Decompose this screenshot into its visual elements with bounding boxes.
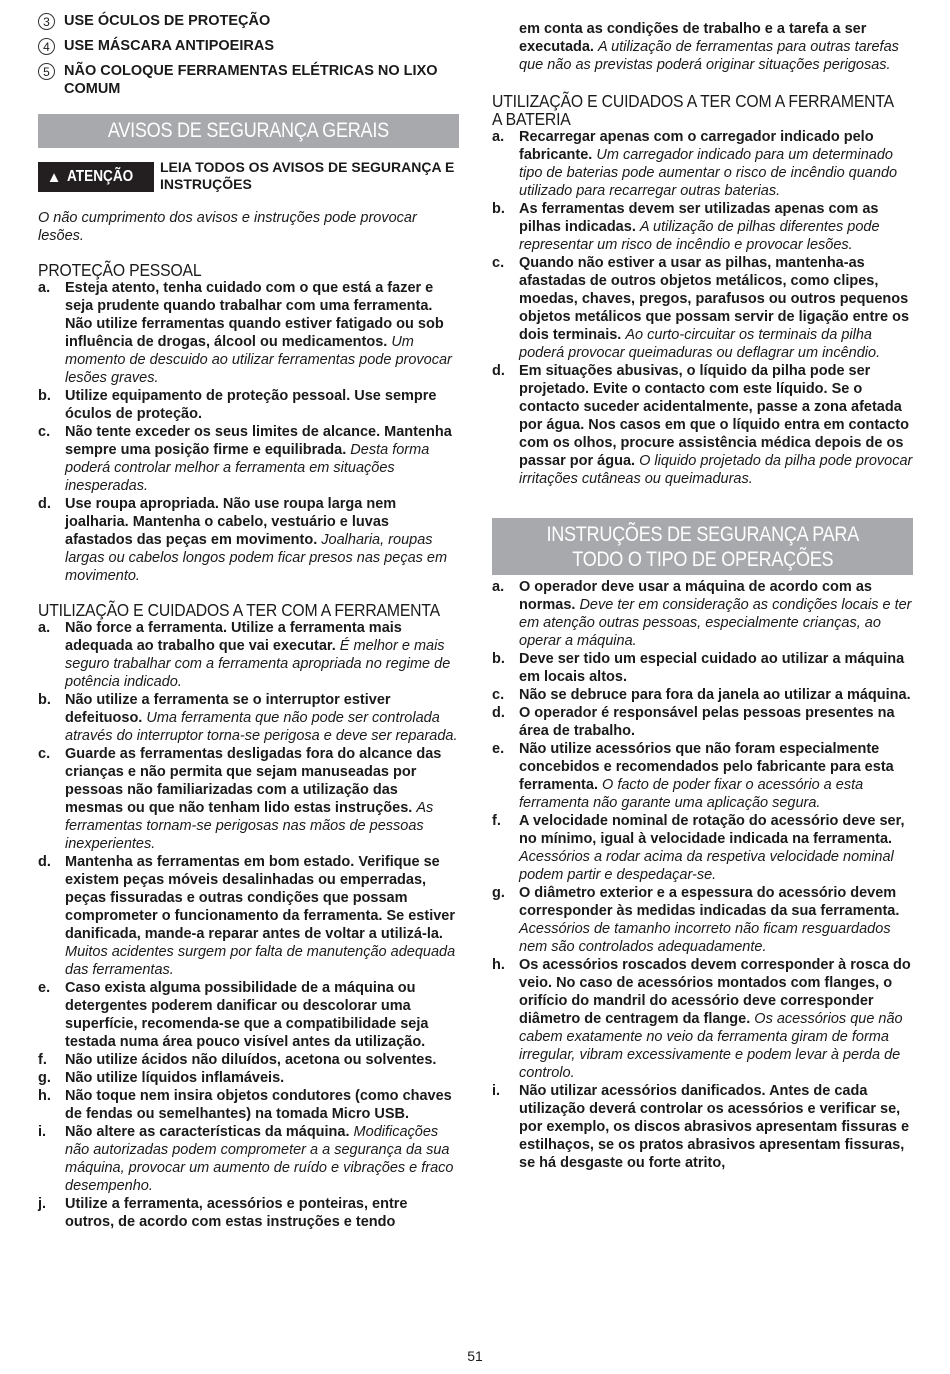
- list-item: [38, 619, 459, 691]
- item-bold-text: Esteja atento, tenha cuidado com o que está a fazer e seja prudente quando trabalhar com uma ferramenta. Não utilize ferramentas quando estiver fatigado ou sob influência de drogas, álcool ou medicamentos.: [65, 280, 444, 350]
- item-bold-text: Não altere as características da máquina.: [65, 1124, 350, 1140]
- list-item: [38, 1123, 459, 1195]
- item-bold-text: em conta as condições de trabalho e a tarefa a ser executada.: [519, 21, 867, 55]
- item-label: b.: [492, 651, 505, 667]
- intro-text: O não cumprimento dos avisos e instruções pode provocar lesões.: [38, 210, 417, 244]
- item-italic-text: Um carregador indicado para um determinado tipo de baterias pode aumentar o risco de incêndio quando utilizado para recarregar outras baterias.: [519, 147, 898, 199]
- list-item: [38, 1195, 459, 1231]
- item-italic-text: Os acessórios que não cabem exatamente no veio da ferramenta giram de forma irregular, vibram excessivamente e podem levar à perda de controlo.: [519, 1011, 903, 1081]
- item-italic-text: O liquido projetado da pilha pode provocar irritações cutâneas ou queimaduras.: [519, 453, 913, 487]
- item-italic-text: Joalharia, roupas largas ou cabelos longos podem ficar presos nas peças em movimento.: [65, 532, 448, 584]
- item-italic-text: Uma ferramenta que não pode ser controlada através do interruptor torna-se perigosa e deve ser reparada.: [65, 710, 458, 744]
- list-item-text: USE ÓCULOS DE PROTEÇÃO: [64, 13, 271, 29]
- section-title-personal: [38, 261, 459, 279]
- item-label: h.: [492, 957, 505, 973]
- item-bold-text: Não tente exceder os seus limites de alcance. Mantenha sempre uma posição firme e equilibrada.: [65, 424, 452, 458]
- item-label: g.: [492, 885, 505, 901]
- section-title-battery: [492, 92, 913, 128]
- item-italic-text: Ao curto-circuitar os terminais da pilha poderá provocar queimaduras ou deflagrar um incêndio.: [519, 327, 881, 361]
- item-bold-text: Não force a ferramenta. Utilize a ferramenta mais adequada ao trabalho que vai executar.: [65, 620, 402, 654]
- item-italic-text: Deve ter em consideração as condições locais e ter em atenção outras pessoas, especialmente crianças, ao operar a máquina.: [519, 597, 912, 649]
- item-bold-text: Não utilize líquidos inflamáveis.: [65, 1070, 285, 1086]
- item-bold-text: Não toque nem insira objetos condutores (como chaves de fendas ou semelhantes) na tomada Micro USB.: [65, 1088, 452, 1122]
- list-item: [38, 691, 459, 745]
- item-bold-text: Use roupa apropriada. Não use roupa larga nem joalharia. Mantenha o cabelo, vestuário e luvas afastados das peças em movimento.: [65, 496, 397, 548]
- item-bold-text: Não utilize acessórios que não foram especialmente concebidos e recomendados pelo fabricante para esta ferramenta.: [519, 741, 894, 793]
- list-item: [492, 362, 913, 488]
- warning-triangle-icon: ▲: [46, 168, 62, 186]
- item-italic-text: O facto de poder fixar o acessório a esta ferramenta não garante uma aplicação segura.: [519, 777, 864, 811]
- operations-list: [492, 578, 913, 1172]
- circled-number: 5: [38, 63, 55, 80]
- list-item-text: NÃO COLOQUE FERRAMENTAS ELÉTRICAS NO LIXO COMUM: [64, 63, 438, 97]
- item-bold-text: Recarregar apenas com o carregador indicado pelo fabricante.: [519, 129, 874, 163]
- section-title-text: PROTEÇÃO PESSOAL: [38, 260, 202, 280]
- banner-title: AVISOS DE SEGURANÇA GERAIS: [107, 119, 389, 142]
- list-item: [38, 37, 459, 55]
- item-bold-text: O operador é responsável pelas pessoas presentes na área de trabalho.: [519, 705, 895, 739]
- list-item: [492, 650, 913, 686]
- item-bold-text: Caso exista alguma possibilidade de a máquina ou detergentes poderem danificar ou descolorar uma superfície, recomenda-se que a compatibilidade seja testada numa área pouco visível antes da utilização.: [65, 980, 429, 1050]
- item-bold-text: As ferramentas devem ser utilizadas apenas com as pilhas indicadas.: [519, 201, 879, 235]
- list-item: [492, 812, 913, 884]
- item-italic-text: Modificações não autorizadas podem comprometer a a segurança da sua máquina, provocar um aumento de ruído e vibrações e fraco desempenho.: [65, 1124, 454, 1194]
- right-column: [492, 20, 913, 1172]
- item-italic-text: É melhor e mais seguro trabalhar com a ferramenta apropriada no regime de potência indicado.: [65, 638, 451, 690]
- page-number: 51: [467, 1348, 483, 1364]
- warning-text: LEIA TODOS OS AVISOS DE SEGURANÇA E INSTRUÇÕES: [160, 159, 455, 192]
- list-item: [492, 1082, 913, 1172]
- list-item-text: USE MÁSCARA ANTIPOEIRAS: [64, 38, 274, 54]
- item-italic-text: Muitos acidentes surgem por falta de manutenção adequada das ferramentas.: [65, 944, 456, 978]
- item-bold-text: Utilize a ferramenta, acessórios e ponteiras, entre outros, de acordo com estas instruções e tendo: [65, 1196, 408, 1230]
- item-italic-text: A utilização de pilhas diferentes pode representar um risco de incêndio e provocar lesões.: [519, 219, 880, 253]
- list-item: [492, 254, 913, 362]
- warning-badge-label: ATENÇÃO: [67, 168, 134, 185]
- list-item: [492, 740, 913, 812]
- list-item: [38, 62, 459, 98]
- left-column: [38, 12, 459, 1231]
- item-bold-text: Os acessórios roscados devem corresponder à rosca do veio. No caso de acessórios montados com flanges, o orifício do mandril do acessório deve corresponder diâmetro de centragem da flange.: [519, 957, 911, 1027]
- operations-safety-banner: [492, 518, 913, 575]
- list-item: [38, 1087, 459, 1123]
- item-label: j.: [38, 1196, 47, 1212]
- item-label: d.: [38, 496, 51, 512]
- item-label: b.: [492, 201, 505, 217]
- item-italic-text: Desta forma poderá controlar melhor a ferramenta em situações inesperadas.: [65, 442, 430, 494]
- list-item: [38, 745, 459, 853]
- item-label: e.: [38, 980, 51, 996]
- list-item: [492, 704, 913, 740]
- pictogram-list: [38, 12, 459, 98]
- section-title-text: UTILIZAÇÃO E CUIDADOS A TER COM A FERRAMENTA: [492, 91, 894, 111]
- section-title-text: UTILIZAÇÃO E CUIDADOS A TER COM A FERRAMENTA: [38, 600, 440, 620]
- item-label: g.: [38, 1070, 51, 1086]
- circled-number: 4: [38, 38, 55, 55]
- item-italic-text: Acessórios de tamanho incorreto não ficam resguardados nem são controlados adequadamente.: [519, 921, 891, 955]
- item-label: b.: [38, 388, 51, 404]
- banner-title-line1: INSTRUÇÕES DE SEGURANÇA PARA: [546, 523, 859, 546]
- item-italic-text: A utilização de ferramentas para outras tarefas que não as previstas poderá originar situações perigosas.: [519, 39, 899, 73]
- item-label: a.: [492, 129, 505, 145]
- personal-list: [38, 279, 459, 585]
- item-label: c.: [492, 255, 505, 271]
- continued-paragraph: [492, 20, 913, 74]
- item-italic-text: Um momento de descuido ao utilizar ferramentas pode provocar lesões graves.: [65, 334, 452, 386]
- item-label: i.: [492, 1083, 501, 1099]
- warning-badge: [38, 162, 154, 192]
- item-bold-text: Guarde as ferramentas desligadas fora do alcance das crianças e não permita que sejam manuseadas por pessoas não familiarizadas com a utilização das mesmas ou que não tenham lido estas instruções.: [65, 746, 442, 816]
- section-title-tool-use: [38, 601, 459, 619]
- item-bold-text: Não utilize ácidos não diluídos, acetona ou solventes.: [65, 1052, 437, 1068]
- item-bold-text: A velocidade nominal de rotação do acessório deve ser, no mínimo, igual à velocidade indicada na ferramenta.: [519, 813, 905, 847]
- list-item: [38, 387, 459, 423]
- list-item: [492, 200, 913, 254]
- item-bold-text: Mantenha as ferramentas em bom estado. Verifique se existem peças móveis desalinhadas ou emperradas, peças fissuradas e outras condições que possam comprometer o funcionamento da ferramenta. Se estiver danificada, mande-a reparar antes de voltar a utilizá-la.: [65, 854, 455, 942]
- list-item: [38, 853, 459, 979]
- item-italic-text: Acessórios a rodar acima da respetiva velocidade nominal podem partir e despedaçar-se.: [519, 849, 894, 883]
- item-bold-text: Utilize equipamento de proteção pessoal. Use sempre óculos de proteção.: [65, 388, 437, 422]
- item-label: c.: [38, 746, 51, 762]
- item-label: h.: [38, 1088, 51, 1104]
- item-bold-text: Em situações abusivas, o líquido da pilha pode ser projetado. Evite o contacto com este líquido. Se o contacto suceder acidentalmente, passe a zona afetada por água. Nos casos em que o líquido entra em contacto com os olhos, procure assistência médica depois de os passar por água.: [519, 363, 909, 469]
- item-label: a.: [492, 579, 505, 595]
- item-bold-text: Não se debruce para fora da janela ao utilizar a máquina.: [519, 687, 911, 703]
- item-label: c.: [38, 424, 51, 440]
- item-italic-text: As ferramentas tornam-se perigosas nas mãos de pessoas inexperientes.: [65, 800, 434, 852]
- item-bold-text: Deve ser tido um especial cuidado ao utilizar a máquina em locais altos.: [519, 651, 905, 685]
- list-item: [38, 279, 459, 387]
- list-item: [38, 1069, 459, 1087]
- item-label: e.: [492, 741, 505, 757]
- list-item: [38, 979, 459, 1051]
- item-label: b.: [38, 692, 51, 708]
- tool-use-list: [38, 619, 459, 1231]
- list-item: [492, 956, 913, 1082]
- item-bold-text: O operador deve usar a máquina de acordo com as normas.: [519, 579, 872, 613]
- item-label: f.: [38, 1052, 47, 1068]
- item-label: d.: [492, 705, 505, 721]
- list-item: [492, 884, 913, 956]
- general-safety-banner: [38, 114, 459, 148]
- list-item: [38, 12, 459, 30]
- item-bold-text: Não utilizar acessórios danificados. Antes de cada utilização deverá controlar os acessórios e verificar se, por exemplo, os discos abrasivos apresentam fissuras e estilhaços, se os pratos abrasivos apresentam fissuras, se há desgaste ou forte atrito,: [519, 1083, 910, 1171]
- item-bold-text: O diâmetro exterior e a espessura do acessório devem corresponder às medidas indicadas da sua ferramenta.: [519, 885, 900, 919]
- section-title-text: A BATERIA: [492, 109, 571, 129]
- list-item: [38, 1051, 459, 1069]
- warning-block: [38, 159, 459, 193]
- item-bold-text: Não utilize a ferramenta se o interruptor estiver defeituoso.: [65, 692, 391, 726]
- item-bold-text: Quando não estiver a usar as pilhas, mantenha-as afastadas de outros objetos metálicos, como clipes, moedas, chaves, pregos, parafusos ou outros pequenos objetos metálicos que possam servir de ligação entre os dois terminais.: [519, 255, 910, 343]
- list-item: [492, 128, 913, 200]
- item-label: a.: [38, 620, 51, 636]
- list-item: [38, 495, 459, 585]
- list-item: [492, 578, 913, 650]
- item-label: f.: [492, 813, 501, 829]
- banner-title-line2: TODO O TIPO DE OPERAÇÕES: [571, 548, 834, 571]
- item-label: c.: [492, 687, 505, 703]
- item-label: d.: [38, 854, 51, 870]
- item-label: a.: [38, 280, 51, 296]
- item-label: i.: [38, 1124, 47, 1140]
- list-item: [38, 423, 459, 495]
- item-label: d.: [492, 363, 505, 379]
- circled-number: 3: [38, 13, 55, 30]
- list-item: [492, 686, 913, 704]
- battery-list: [492, 128, 913, 488]
